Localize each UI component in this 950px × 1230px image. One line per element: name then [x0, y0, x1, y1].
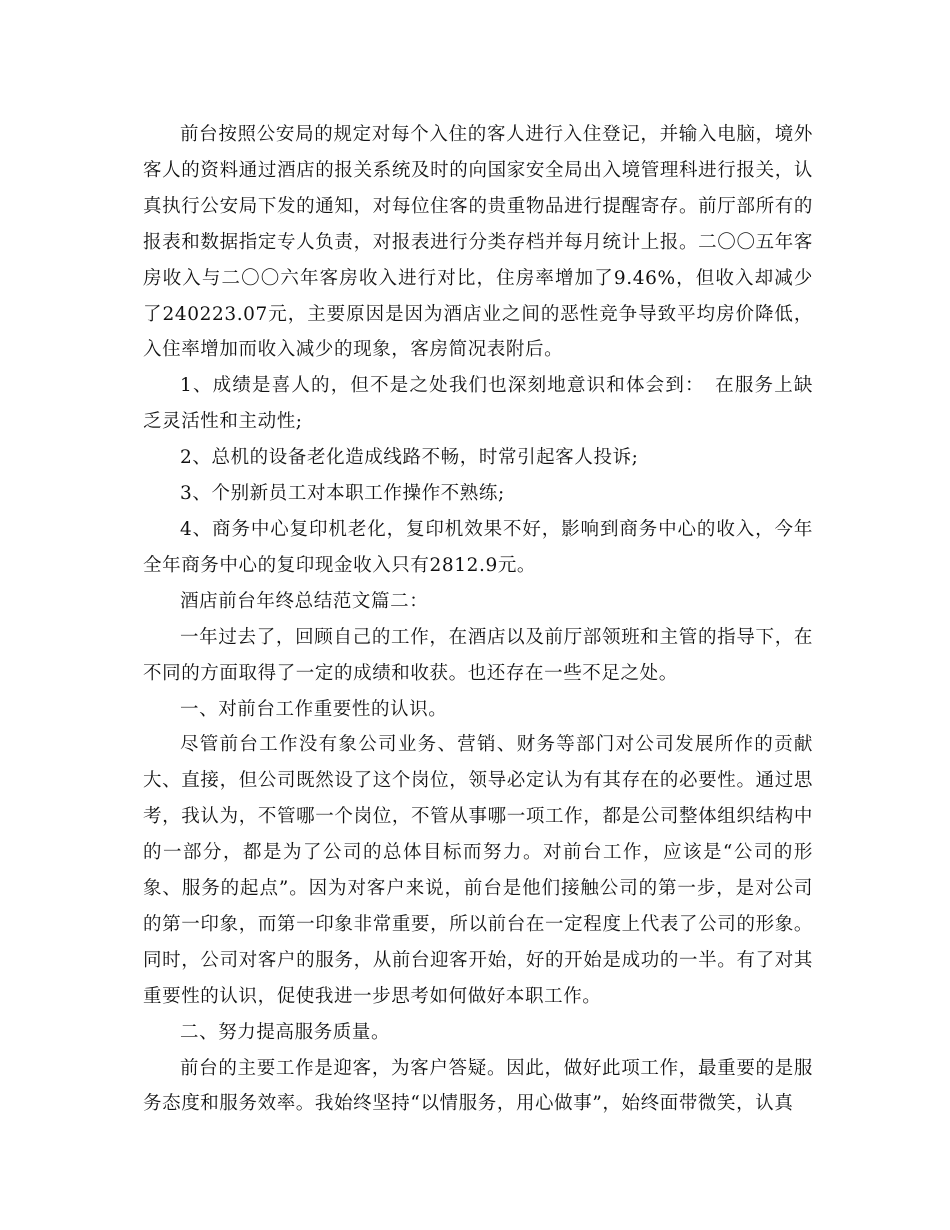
paragraph-importance: 尽管前台工作没有象公司业务、营销、财务等部门对公司发展所作的贡献大、直接，但公司既然设了这个岗位，领导必定认为有其存在的必要性。通过思考，我认为，不管哪一个岗位，不管从事哪一项工作，都是公司整体组织结构中的一部分，都是为了公司的总体目标而努力。对前台工作，应该是“公司的形象、服务的起点”。因为对客户来说，前台是他们接触公司的第一步，是对公司的第一印象，而第一印象非常重要，所以前台在一定程度上代表了公司的形象。同时，公司对客户的服务，从前台迎客开始，好的开始是成功的一半。有了对其重要性的认识，促使我进一步思考如何做好本职工作。	[143, 734, 813, 1007]
paragraph-front-desk-registration: 前台按照公安局的规定对每个入住的客人进行入住登记，并输入电脑，境外客人的资料通过酒店的报关系统及时的向国家安全局出入境管理科进行报关，认真执行公安局下发的通知，对每位住客的贵重物品进行提醒寄存。前厅部所有的报表和数据指定专人负责，对报表进行分类存档并每月统计上报。二〇〇五年客房收入与二〇〇六年客房收入进行对比，住房率增加了9.46%，但收入却减少了240223.07元，主要原因是因为酒店业之间的恶性竞争导致平均房价降低，入住率增加而收入减少的现象，客房简况表附后。	[143, 124, 813, 361]
section-heading-service-quality: 二、努力提高服务质量。	[180, 1021, 391, 1043]
section-heading-importance: 一、对前台工作重要性的认识。	[180, 698, 448, 720]
section-heading-sample-two: 酒店前台年终总结范文篇二：	[180, 590, 429, 612]
paragraph-item-2: 2、总机的设备老化造成线路不畅，时常引起客人投诉;	[180, 447, 639, 469]
paragraph-item-3: 3、个别新员工对本职工作操作不熟练;	[180, 483, 505, 505]
paragraph-service-quality: 前台的主要工作是迎客，为客户答疑。因此，做好此项工作，最重要的是服务态度和服务效率。我始终坚持“以情服务，用心做事”，始终面带微笑，认真	[143, 1057, 813, 1115]
paragraph-year-review: 一年过去了，回顾自己的工作，在酒店以及前厅部领班和主管的指导下，在不同的方面取得了一定的成绩和收获。也还存在一些不足之处。	[143, 626, 813, 684]
document-body	[143, 117, 813, 1122]
paragraph-item-4: 4、商务中心复印机老化，复印机效果不好，影响到商务中心的收入，今年全年商务中心的复印现金收入只有2812.9元。	[143, 518, 813, 576]
paragraph-item-1: 1、成绩是喜人的，但不是之处我们也深刻地意识和体会到： 在服务上缺乏灵活性和主动性;	[143, 375, 813, 433]
